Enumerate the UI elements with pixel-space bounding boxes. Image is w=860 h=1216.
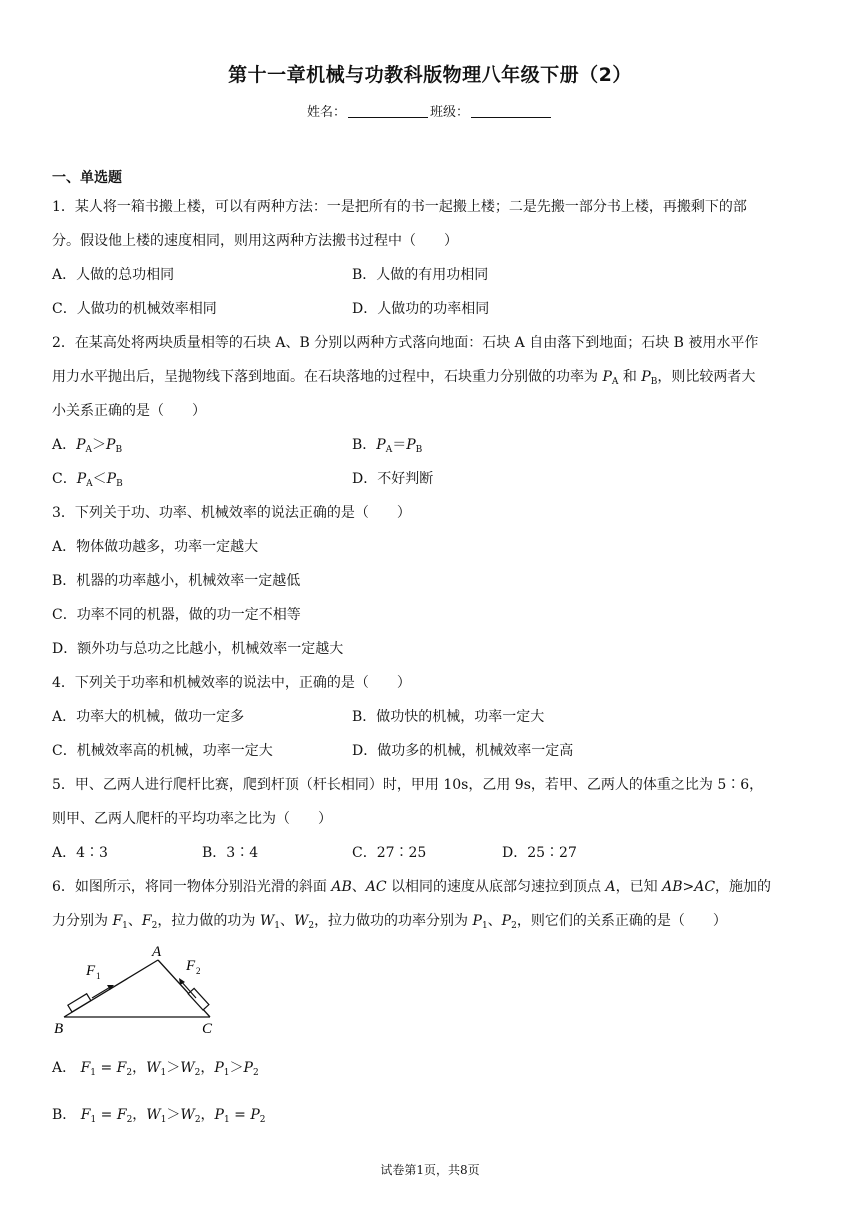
sub-2: 2 [126,1068,133,1078]
var-p: P [376,437,386,453]
q4-option-d[interactable]: D．做功多的机械，机械效率一定高 [352,743,574,759]
sub-2: 2 [194,1068,201,1078]
sub-a: A [85,445,93,455]
separator: ， [200,1107,215,1123]
separator: ， [200,1060,215,1076]
sub-2: 2 [194,1115,201,1125]
operator: = [96,1107,117,1123]
sub-1: 1 [223,1115,230,1125]
label-f1-sub: 1 [96,971,101,981]
q5-stem-line2: 则甲、乙两人爬杆的平均功率之比为（ ） [52,811,332,827]
q5-option-c[interactable]: C．27∶25 [352,845,427,861]
point-a: A [605,879,616,895]
q2-text-a: 用力水平抛出后，呈抛物线下落到地面。在石块落地的过程中，石块重力分别做的功率为 [52,369,603,385]
var-p: P [501,913,512,929]
q1-option-a[interactable]: A．人做的总功相同 [52,267,175,283]
operator: ＞ [166,1060,181,1076]
var-p: P [406,437,416,453]
var-p: P [641,369,651,385]
label-f2-sub: 2 [196,966,201,976]
q6-text-f: ，拉力做的功为 [157,913,260,929]
q4-stem: 4．下列关于功率和机械效率的说法中，正确的是（ ） [52,675,411,691]
q2-stem-line1: 2．在某高处将两块质量相等的石块 A、B 分别以两种方式落向地面：石块 A 自由落下到地面；石块 B 被用水平作 [52,335,759,351]
operator: = [229,1107,251,1123]
name-label: 姓名： [306,105,346,120]
q1-option-c[interactable]: C．人做功的机械效率相同 [52,301,217,317]
var-p: P [602,369,612,385]
sub-b: B [415,445,423,455]
sub-2: 2 [126,1115,133,1125]
opt-letter: C． [52,471,77,487]
q6-text-d: ，施加的 [715,879,772,895]
var-f: F [80,1107,91,1123]
opt-letter: B． [352,437,377,453]
q1-stem-line1: 1．某人将一箱书搬上楼，可以有两种方法：一是把所有的书一起搬上楼；二是先搬一部分书上楼，再搬剩下的部 [52,199,747,215]
q6-text-g: ，拉力做功的功率分别为 [314,913,473,929]
opt-letter: A． [52,437,77,453]
var-w: W [146,1107,161,1123]
sub-1: 1 [223,1068,230,1078]
student-info-line [0,101,860,120]
sub-2: 2 [252,1068,259,1078]
q4-option-c[interactable]: C．机械效率高的机械，功率一定大 [52,743,273,759]
var-w: W [180,1060,195,1076]
operator: ＞ [229,1060,244,1076]
var-f: F [112,913,123,929]
sub-1: 1 [90,1068,97,1078]
operator: ＝ [392,437,407,453]
separator: ， [132,1107,147,1123]
sub-a: A [611,377,619,387]
q5-option-d[interactable]: D．25∶27 [502,845,577,861]
class-blank[interactable] [471,104,551,118]
q3-stem: 3．下列关于功、功率、机械效率的说法正确的是（ ） [52,505,411,521]
q2-text-b: 和 [618,369,642,385]
var-p: P [472,913,482,929]
sub-1: 1 [160,1115,167,1125]
var-f: F [116,1107,127,1123]
opt-letter: A． [52,1060,77,1076]
separator: 、 [487,913,502,929]
segment-ab: AB [331,879,352,895]
q6-text-h: ，则它们的关系正确的是（ ） [516,913,727,929]
q6-stem-line2 [52,910,727,931]
q3-option-a[interactable]: A．物体做功越多，功率一定越大 [52,539,259,555]
sub-1: 1 [160,1068,167,1078]
separator: 、 [279,913,294,929]
q4-option-a[interactable]: A．功率大的机械，做功一定多 [52,709,245,725]
opt-letter: B． [52,1107,77,1123]
var-f: F [80,1060,91,1076]
sub-2: 2 [151,921,158,931]
sub-b: B [115,445,123,455]
var-p: P [76,437,86,453]
section-heading: 一、单选题 [52,170,122,186]
q3-option-b[interactable]: B．机器的功率越小，机械效率一定越低 [52,573,301,589]
separator: 、 [127,913,142,929]
sub-1: 1 [481,921,488,931]
q2-option-b[interactable] [352,434,422,455]
incline-figure [52,938,232,1038]
operator: = [96,1060,117,1076]
label-c: C [202,1021,213,1037]
label-b: B [54,1021,64,1037]
q5-option-b[interactable]: B．3∶4 [202,845,259,861]
operator: ＜ [92,471,107,487]
label-f1: F [86,963,96,979]
operator: ＞ [92,437,107,453]
page-footer: 试卷第1页，共8页 [380,1163,480,1177]
q2-option-d[interactable]: D．不好判断 [352,471,434,487]
separator: ， [132,1060,147,1076]
var-w: W [180,1107,195,1123]
block-right [188,988,209,1010]
q6-stem-line1 [52,876,771,896]
class-label: 班级： [430,105,470,120]
q6-text-b: 以相同的速度从底部匀速拉到顶点 [386,879,606,895]
sub-2: 2 [259,1115,266,1125]
q4-option-b[interactable]: B．做功快的机械，功率一定大 [352,709,545,725]
var-p: P [214,1060,224,1076]
q2-stem-line3: 小关系正确的是（ ） [52,403,206,419]
q1-option-b[interactable]: B．人做的有用功相同 [352,267,489,283]
var-w: W [293,913,309,929]
sub-1: 1 [90,1115,97,1125]
sub-2: 2 [511,921,517,931]
sub-a: A [86,479,93,489]
segment-ac: AC [365,879,387,895]
q3-option-d[interactable]: D．额外功与总功之比越小，机械效率一定越大 [52,641,344,657]
var-f: F [116,1060,127,1076]
var-p: P [214,1107,224,1123]
var-p: P [76,471,87,487]
label-a: A [152,944,162,960]
var-p: P [243,1060,253,1076]
var-w: W [259,913,275,929]
label-f2: F [186,958,196,974]
name-blank[interactable] [348,104,428,118]
q5-option-a[interactable]: A．4∶3 [52,845,108,861]
sub-a: A [385,445,393,455]
q6-option-a[interactable] [52,1057,259,1078]
q6-text-a: 6．如图所示，将同一物体分别沿光滑的斜面 [52,879,332,895]
q2-option-c[interactable] [52,468,123,489]
var-f: F [141,913,152,929]
q2-option-a[interactable] [52,434,122,455]
q2-stem-line2 [52,366,755,387]
sub-b: B [650,377,658,387]
var-p: P [106,437,116,453]
ab-gt-ac: AB>AC [662,879,716,895]
sub-1: 1 [274,921,280,931]
var-p: P [250,1107,260,1123]
q1-option-d[interactable]: D．人做功的功率相同 [352,301,490,317]
var-w: W [146,1060,161,1076]
q6-option-b[interactable] [52,1104,266,1125]
q6-text-e: 力分别为 [52,913,113,929]
sub-b: B [116,479,123,489]
q2-text-c: ，则比较两者大 [657,369,756,385]
page-title: 第十一章机械与功教科版物理八年级下册（2） [228,64,632,86]
q5-stem-line1: 5．甲、乙两人进行爬杆比赛，爬到杆顶（杆长相同）时，甲用 10s，乙用 9s，若甲、乙两人的体重之比为 5∶6， [52,777,764,793]
block-left [68,994,91,1012]
sub-2: 2 [308,921,315,931]
operator: ＞ [166,1107,181,1123]
var-p: P [106,471,117,487]
separator: 、 [351,879,366,895]
q1-stem-line2: 分。假设他上楼的速度相同，则用这两种方法搬书过程中（ ） [52,233,458,249]
q6-text-c: ，已知 [615,879,663,895]
sub-1: 1 [122,921,128,931]
q3-option-c[interactable]: C．功率不同的机器，做的功一定不相等 [52,607,301,623]
